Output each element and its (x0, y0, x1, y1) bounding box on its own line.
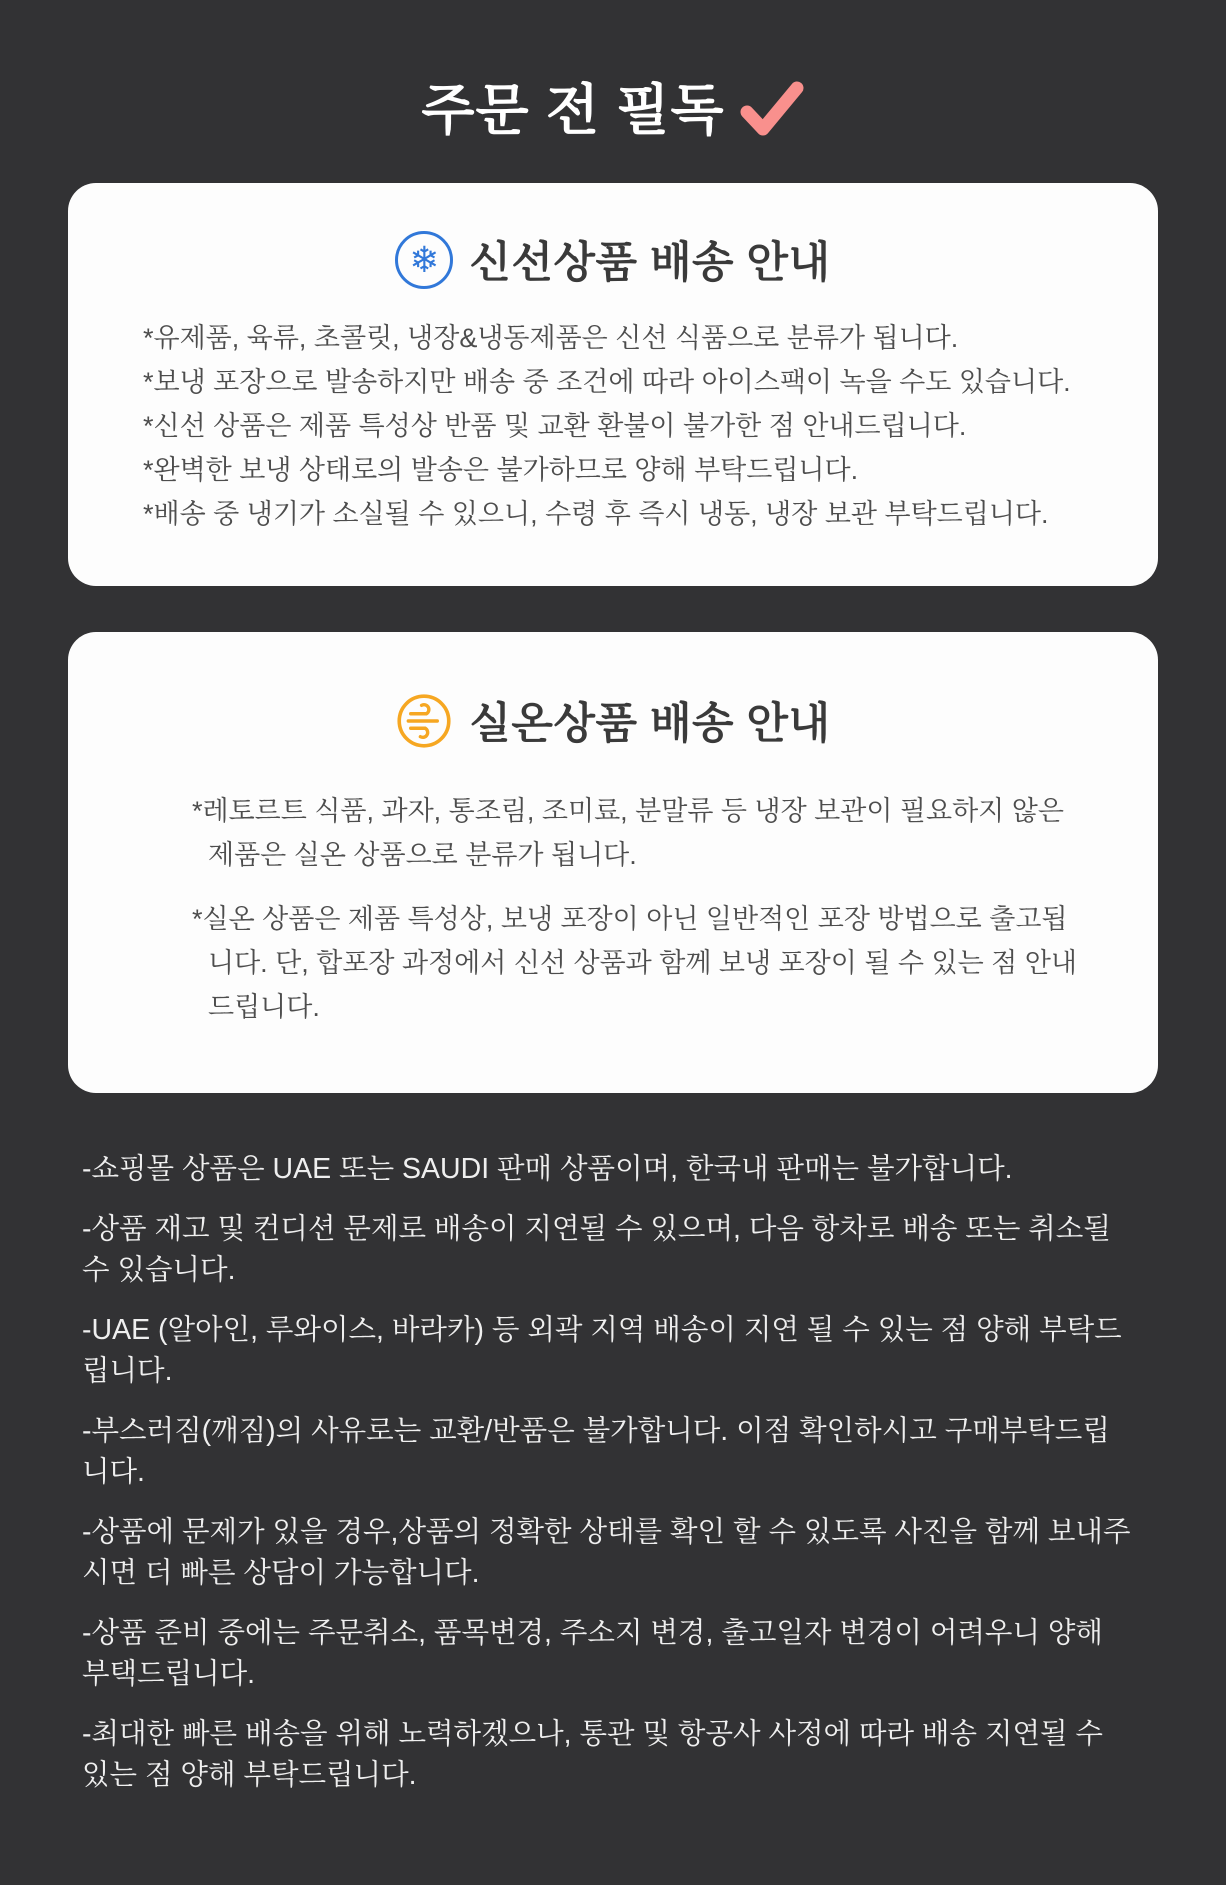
fresh-delivery-card (68, 183, 1158, 586)
general-notice-item: -상품 재고 및 컨디션 문제로 배송이 지연될 수 있으며, 다음 항차로 배송 또는 취소될 수 있습니다. (82, 1213, 1111, 1286)
fresh-note-item: *배송 중 냉기가 소실될 수 있으니, 수령 후 즉시 냉동, 냉장 보관 부탁드립니다. (143, 499, 1049, 529)
general-notice-list (82, 1149, 1136, 1885)
checkmark-icon (739, 80, 805, 138)
room-temp-delivery-card (68, 632, 1158, 1093)
room-card-notes (106, 789, 1120, 1029)
fresh-note-item: *보냉 포장으로 발송하지만 배송 중 조건에 따라 아이스팩이 녹을 수도 있습니다. (143, 367, 1071, 397)
snowflake-icon: ❄ (395, 231, 453, 289)
general-notice-item: -상품 준비 중에는 주문취소, 품목변경, 주소지 변경, 출고일자 변경이 어려우니 양해 부택드립니다. (82, 1617, 1103, 1690)
wind-icon (395, 692, 453, 750)
general-notice-item: -쇼핑몰 상품은 UAE 또는 SAUDI 판매 상품이며, 한국내 판매는 불가합니다. (82, 1153, 1013, 1185)
room-card-title: 실온상품 배송 안내 (469, 700, 831, 748)
fresh-note-item: *유제품, 육류, 초콜릿, 냉장&냉동제품은 신선 식품으로 분류가 됩니다. (143, 323, 959, 353)
fresh-card-title: 신선상품 배송 안내 (469, 239, 831, 287)
room-note-item: *레토르트 식품, 과자, 통조림, 조미료, 분말류 등 냉장 보관이 필요하지 않은 제품은 실온 상품으로 분류가 됩니다. (192, 796, 1064, 870)
room-card-header (106, 690, 1120, 751)
general-notice-item: -최대한 빠른 배송을 위해 노력하겠으나, 통관 및 항공사 사정에 따라 배송 지연될 수 있는 점 양해 부탁드립니다. (82, 1718, 1103, 1791)
general-notice-item: -상품에 문제가 있을 경우,상품의 정확한 상태를 확인 할 수 있도록 사진을 함께 보내주시면 더 빠른 상담이 가능합니다. (82, 1516, 1131, 1589)
fresh-card-header (106, 229, 1120, 290)
room-note-item: *실온 상품은 제품 특성상, 보냉 포장이 아닌 일반적인 포장 방법으로 출고됩니다. 단, 합포장 과정에서 신선 상품과 함께 보냉 포장이 될 수 있는 점 안내드립니다. (192, 904, 1077, 1022)
page-title: 주문 전 필독 (421, 79, 725, 141)
general-notice-item: -부스러짐(깨짐)의 사유로는 교환/반품은 불가합니다. 이점 확인하시고 구매부탁드립니다. (82, 1415, 1110, 1488)
page-title-row (0, 66, 1226, 145)
fresh-card-notes (106, 316, 1120, 536)
general-notice-item: -UAE (알아인, 루와이스, 바라카) 등 외곽 지역 배송이 지연 될 수 있는 점 양해 부탁드립니다. (82, 1314, 1122, 1387)
fresh-note-item: *완벽한 보냉 상태로의 발송은 불가하므로 양해 부탁드립니다. (143, 455, 859, 485)
fresh-note-item: *신선 상품은 제품 특성상 반품 및 교환 환불이 불가한 점 안내드립니다. (143, 411, 967, 441)
